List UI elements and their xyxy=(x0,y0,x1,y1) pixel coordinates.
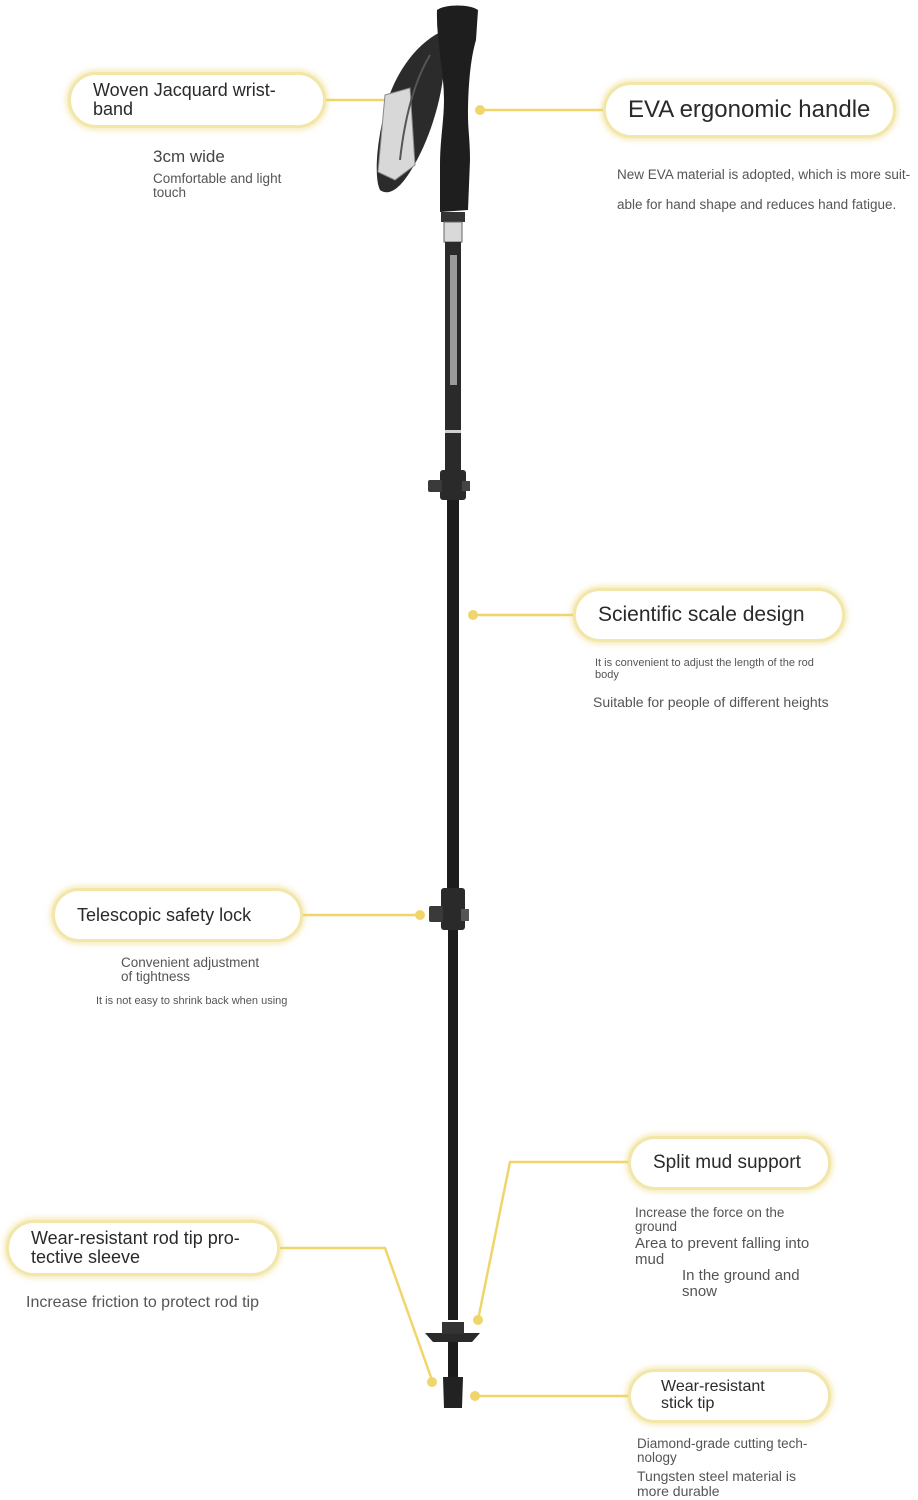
lock-desc1: Convenient adjustment of tightness xyxy=(121,955,260,985)
leader-sleeve xyxy=(278,1248,432,1380)
handle-desc: New EVA material is adopted, which is more suit- able for hand shape and reduces hand fatigue. xyxy=(617,167,911,212)
tip-desc1: Diamond-grade cutting tech- nology xyxy=(637,1436,808,1466)
lower-lock-clamp xyxy=(429,888,469,930)
upper-lock-clamp xyxy=(428,470,470,500)
upper-tube xyxy=(445,242,461,472)
mud-desc3: In the ground and snow xyxy=(682,1267,800,1300)
mud-desc2: Area to prevent falling into mud xyxy=(635,1235,810,1268)
callout-tip-title: Wear-resistant stick tip xyxy=(628,1369,831,1423)
wristband-sub1: 3cm wide xyxy=(153,147,225,166)
sleeve-desc: Increase friction to protect rod tip xyxy=(26,1294,259,1311)
tip-desc2: Tungsten steel material is more durable xyxy=(637,1468,796,1499)
wristband-sub2: Comfortable and light touch xyxy=(153,171,282,201)
stick-tip xyxy=(443,1342,463,1408)
mud-basket xyxy=(425,1322,480,1342)
callout-lock-title: Telescopic safety lock xyxy=(52,888,303,942)
lower-tube xyxy=(448,930,458,1320)
middle-tube xyxy=(447,500,459,890)
wristband-title-line2: band xyxy=(93,99,134,119)
callout-sleeve-title: Wear-resistant rod tip pro- tective sleeve xyxy=(6,1220,280,1276)
callout-scale-title: Scientific scale design xyxy=(573,588,845,642)
scale-desc1: It is convenient to adjust the length of the rod body xyxy=(595,657,814,681)
mud-desc1: Increase the force on the ground xyxy=(635,1205,785,1235)
callout-handle-title: EVA ergonomic handle xyxy=(603,82,896,138)
leader-mud xyxy=(478,1162,630,1320)
lock-desc2: It is not easy to shrink back when using xyxy=(96,995,288,1007)
eva-handle xyxy=(437,6,478,243)
wristband-title-line1: Woven Jacquard wrist- xyxy=(93,80,276,101)
wrist-strap xyxy=(377,30,445,192)
callout-mud-title: Split mud support xyxy=(628,1136,831,1190)
callout-wristband-title xyxy=(68,72,326,128)
scale-desc2: Suitable for people of different heights xyxy=(593,694,829,710)
